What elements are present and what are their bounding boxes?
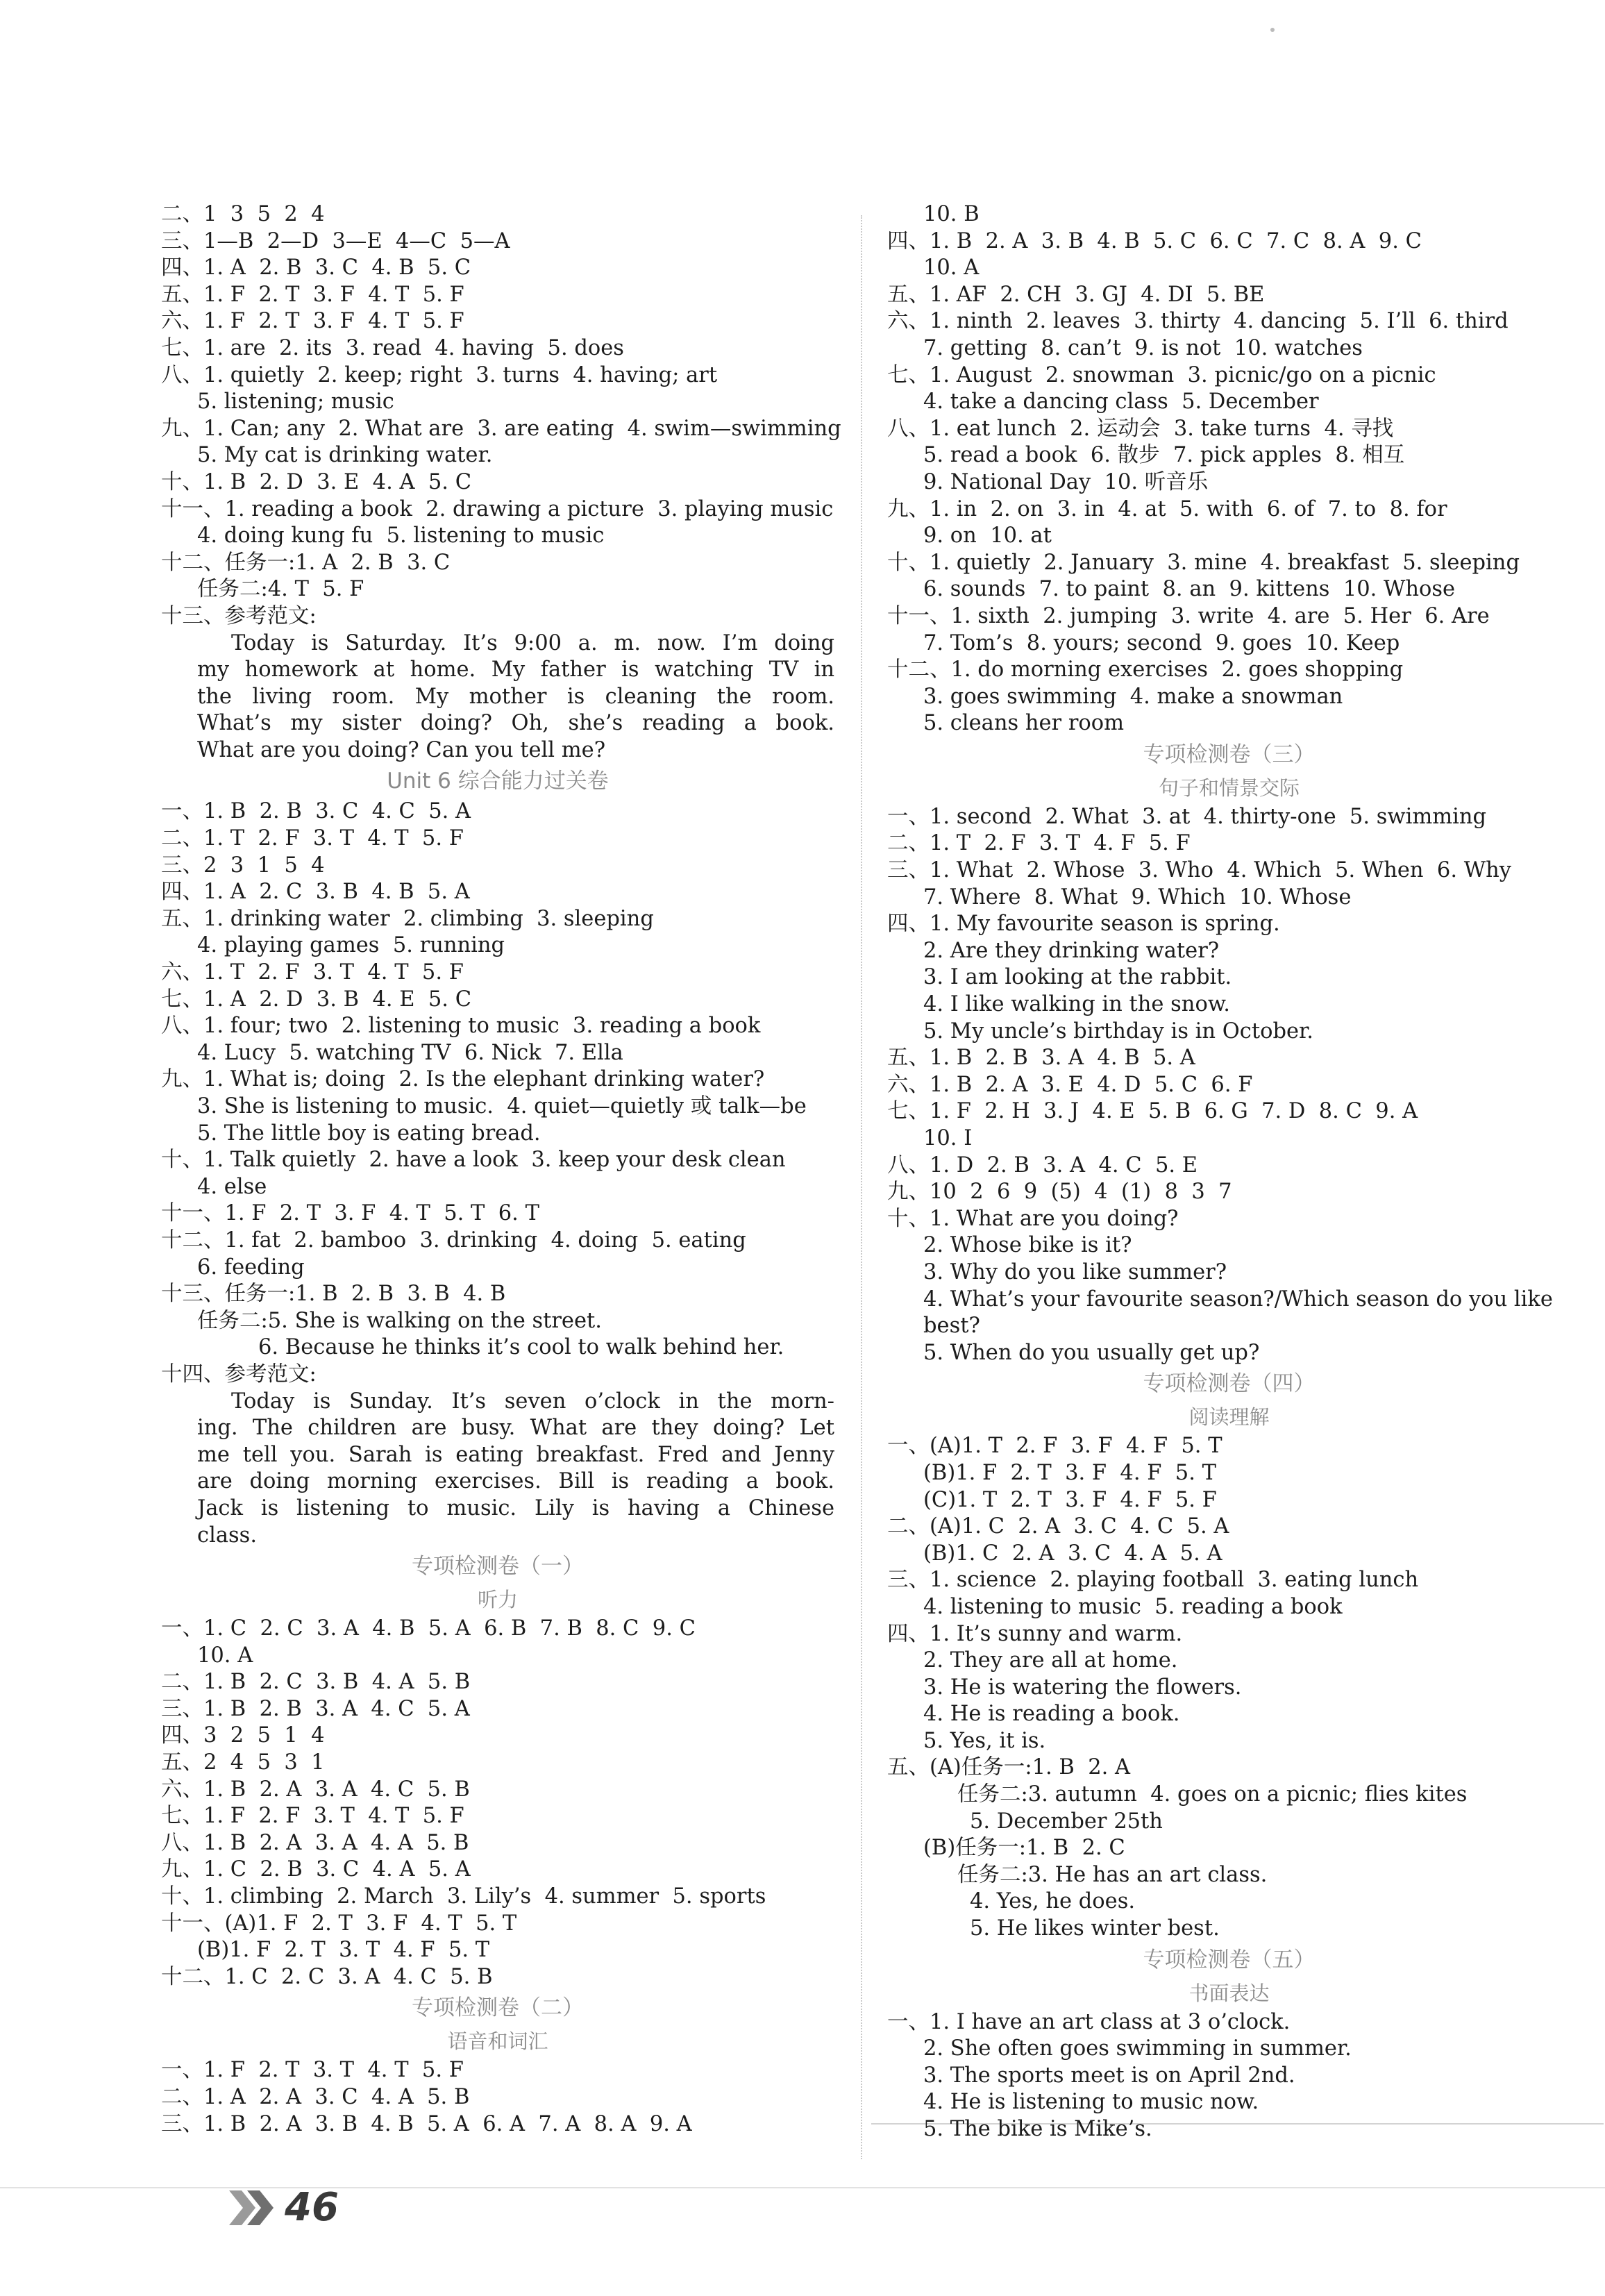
left-answer-line: 十四、参考范文: [161, 1361, 317, 1386]
left-section-subtitle: 语音和词汇 [447, 2029, 548, 2054]
right-answer-line: 5. When do you usually get up? [923, 1340, 1260, 1365]
left-answer-line: 一、1. C 2. C 3. A 4. B 5. A 6. B 7. B 8. C 9. C [161, 1616, 696, 1641]
right-answer-line: 四、1. My favourite season is spring. [887, 912, 1280, 937]
left-answer-line: 三、1. B 2. B 3. A 4. C 5. A [161, 1696, 470, 1721]
right-section-subtitle: 句子和情景交际 [1158, 776, 1300, 800]
left-answer-line: 六、1. B 2. A 3. A 4. C 5. B [161, 1777, 470, 1802]
top-speck [1270, 28, 1275, 32]
right-answer-line: 3. goes swimming 4. make a snowman [923, 684, 1343, 709]
right-answer-line: 4. What’s your favourite season?/Which season do you like [923, 1287, 1553, 1312]
left-answer-line: 四、1. A 2. B 3. C 4. B 5. C [161, 255, 471, 280]
right-answer-line: 二、(A)1. C 2. A 3. C 4. C 5. A [887, 1514, 1229, 1539]
right-answer-line: 3. The sports meet is on April 2nd. [923, 2063, 1295, 2088]
left-section-subtitle: 听力 [477, 1588, 518, 1612]
right-answer-line: 五、1. B 2. B 3. A 4. B 5. A [887, 1046, 1195, 1071]
right-answer-line: 二、1. T 2. F 3. T 4. F 5. F [887, 831, 1191, 856]
left-answer-line: 5. listening; music [197, 389, 394, 414]
left-answer-line: 十二、1. fat 2. bamboo 3. drinking 4. doing 5. eating [161, 1227, 746, 1252]
left-answer-line: 七、1. are 2. its 3. read 4. having 5. does [161, 335, 624, 360]
left-answer-line: 三、1—B 2—D 3—E 4—C 5—A [161, 228, 510, 253]
right-answer-line: 2. They are all at home. [923, 1648, 1178, 1673]
right-answer-line: 五、(A)任务一:1. B 2. A [887, 1755, 1131, 1780]
left-essay-line: are doing morning exercises. Bill is reading a book. [197, 1469, 834, 1494]
right-answer-line: 4. He is reading a book. [923, 1702, 1180, 1727]
page-number: 46 [285, 2185, 339, 2230]
left-answer-line: 六、1. T 2. F 3. T 4. T 5. F [161, 960, 464, 985]
left-answer-line: 十一、1. reading a book 2. drawing a picture 3. playing music [161, 496, 834, 521]
right-answer-line: 一、(A)1. T 2. F 3. F 4. F 5. T [887, 1434, 1222, 1459]
left-answer-line: What are you doing? Can you tell me? [197, 737, 606, 762]
left-answer-line: 十三、参考范文: [161, 603, 317, 628]
left-answer-line: 5. The little boy is eating bread. [197, 1121, 541, 1146]
right-answer-line: (B)1. C 2. A 3. C 4. A 5. A [923, 1541, 1222, 1566]
left-section-title: 专项检测卷（一） [412, 1554, 584, 1579]
right-section-subtitle: 阅读理解 [1188, 1405, 1270, 1430]
right-answer-line: 5. My uncle’s birthday is in October. [923, 1019, 1313, 1044]
left-answer-line: 十、1. Talk quietly 2. have a look 3. keep your desk clean [161, 1148, 786, 1173]
left-answer-line: 6. feeding [197, 1255, 305, 1280]
right-answer-line: 7. Where 8. What 9. Which 10. Whose [923, 885, 1352, 910]
right-answer-line: 2. Whose bike is it? [923, 1233, 1132, 1258]
left-answer-line: 任务二:4. T 5. F [197, 577, 364, 602]
right-answer-line: 三、1. science 2. playing football 3. eating lunch [887, 1568, 1419, 1593]
left-answer-line: 三、1. B 2. A 3. B 4. B 5. A 6. A 7. A 8. A 9. A [161, 2111, 692, 2136]
left-essay-line: my homework at home. My father is watching TV in [197, 657, 834, 682]
left-answer-line: 二、1. T 2. F 3. T 4. T 5. F [161, 826, 464, 851]
left-answer-line: 九、1. Can; any 2. What are 3. are eating 4. swim—swimming [161, 416, 841, 441]
left-answer-line: 6. Because he thinks it’s cool to walk behind her. [258, 1335, 784, 1360]
left-essay-line: What’s my sister doing? Oh, she’s reading a book. [197, 711, 834, 736]
left-section-title: 专项检测卷（二） [412, 1995, 584, 2021]
left-answer-line: 八、1. B 2. A 3. A 4. A 5. B [161, 1830, 469, 1855]
left-answer-line: 七、1. F 2. F 3. T 4. T 5. F [161, 1804, 464, 1829]
right-answer-line: 八、1. D 2. B 3. A 4. C 5. E [887, 1153, 1198, 1178]
right-answer-line: 五、1. AF 2. CH 3. GJ 4. DI 5. BE [887, 282, 1265, 307]
right-answer-line: 3. He is watering the flowers. [923, 1675, 1242, 1700]
right-answer-line: (B)任务一:1. B 2. C [923, 1836, 1125, 1861]
right-answer-line: 任务二:3. He has an art class. [957, 1862, 1268, 1887]
left-answer-line: 五、1. F 2. T 3. F 4. T 5. F [161, 282, 464, 307]
left-answer-line: 一、1. B 2. B 3. C 4. C 5. A [161, 799, 471, 824]
left-answer-line: class. [197, 1523, 258, 1548]
right-answer-line: 5. cleans her room [923, 711, 1125, 736]
right-answer-line: 十、1. What are you doing? [887, 1206, 1179, 1231]
right-answer-line: 4. He is listening to music now. [923, 2090, 1259, 2115]
right-answer-line: 六、1. ninth 2. leaves 3. thirty 4. dancing 5. I’ll 6. third [887, 309, 1509, 334]
left-essay-line: Today is Saturday. It’s 9:00 a. m. now. I’m doing [231, 630, 834, 655]
right-answer-line: 三、1. What 2. Whose 3. Who 4. Which 5. When 6. Why [887, 858, 1511, 883]
left-essay-line: ing. The children are busy. What are they doing? Let [197, 1416, 834, 1441]
left-answer-line: 四、1. A 2. C 3. B 4. B 5. A [161, 880, 470, 905]
right-answer-line: 一、1. I have an art class at 3 o’clock. [887, 2009, 1291, 2034]
right-answer-line: 2. Are they drinking water? [923, 938, 1220, 963]
left-answer-line: 三、2 3 1 5 4 [161, 853, 325, 878]
right-answer-line: 6. sounds 7. to paint 8. an 9. kittens 10. Whose [923, 577, 1456, 602]
left-answer-line: 4. Lucy 5. watching TV 6. Nick 7. Ella [197, 1040, 623, 1065]
right-answer-line: 4. take a dancing class 5. December [923, 389, 1319, 414]
right-answer-line: 7. Tom’s 8. yours; second 9. goes 10. Keep [923, 630, 1400, 655]
right-answer-line: 七、1. August 2. snowman 3. picnic/go on a picnic [887, 362, 1436, 387]
left-answer-line: 10. A [197, 1643, 253, 1668]
right-section-title: 专项检测卷（五） [1143, 1947, 1316, 1972]
left-answer-line: 五、2 4 5 3 1 [161, 1750, 325, 1775]
right-answer-line: 七、1. F 2. H 3. J 4. E 5. B 6. G 7. D 8. C 9. A [887, 1099, 1418, 1124]
right-answer-line: 八、1. eat lunch 2. 运动会 3. take turns 4. 寻找 [887, 416, 1394, 441]
right-answer-line: 3. I am looking at the rabbit. [923, 965, 1232, 990]
right-answer-line: 九、10 2 6 9 (5) 4 (1) 8 3 7 [887, 1180, 1232, 1205]
left-answer-line: 一、1. F 2. T 3. T 4. T 5. F [161, 2058, 464, 2083]
right-answer-line: 一、1. second 2. What 3. at 4. thirty-one 5. swimming [887, 804, 1487, 829]
right-answer-line: 十一、1. sixth 2. jumping 3. write 4. are 5. Her 6. Are [887, 603, 1490, 628]
right-answer-line: 5. read a book 6. 散步 7. pick apples 8. 相互 [923, 443, 1405, 468]
right-answer-line: (B)1. F 2. T 3. F 4. F 5. T [923, 1460, 1216, 1485]
right-section-subtitle: 书面表达 [1188, 1981, 1270, 2005]
left-answer-line: 九、1. C 2. B 3. C 4. A 5. A [161, 1857, 471, 1882]
right-answer-line: (C)1. T 2. T 3. F 4. F 5. F [923, 1487, 1217, 1512]
right-answer-line: best? [923, 1314, 980, 1339]
right-answer-line: 4. Yes, he does. [970, 1889, 1136, 1914]
right-answer-line: 10. I [923, 1126, 973, 1150]
right-answer-line: 10. A [923, 255, 980, 280]
right-answer-line: 十二、1. do morning exercises 2. goes shopping [887, 657, 1404, 682]
right-answer-line: 四、1. It’s sunny and warm. [887, 1621, 1183, 1646]
left-answer-line: 3. She is listening to music. 4. quiet—quietly 或 talk—be [197, 1094, 807, 1118]
left-answer-line: 九、1. What is; doing 2. Is the elephant drinking water? [161, 1067, 765, 1092]
left-answer-line: 五、1. drinking water 2. climbing 3. sleeping [161, 906, 654, 931]
right-answer-line: 9. on 10. at [923, 523, 1052, 548]
left-essay-line: the living room. My mother is cleaning the room. [197, 684, 834, 709]
left-answer-line: 六、1. F 2. T 3. F 4. T 5. F [161, 309, 464, 334]
left-answer-line: 十、1. B 2. D 3. E 4. A 5. C [161, 469, 472, 494]
right-answer-line: 3. Why do you like summer? [923, 1259, 1227, 1284]
right-answer-line: 10. B [923, 202, 980, 226]
right-answer-line: 2. She often goes swimming in summer. [923, 2036, 1352, 2061]
left-answer-line: 十、1. climbing 2. March 3. Lily’s 4. summer 5. sports [161, 1884, 766, 1909]
left-answer-line: 4. else [197, 1174, 267, 1199]
right-answer-line: 六、1. B 2. A 3. E 4. D 5. C 6. F [887, 1072, 1253, 1097]
left-answer-column [161, 201, 841, 2138]
left-answer-line: 七、1. A 2. D 3. B 4. E 5. C [161, 987, 472, 1012]
right-answer-line: 5. He likes winter best. [970, 1916, 1220, 1941]
left-answer-line: 二、1. A 2. A 3. C 4. A 5. B [161, 2085, 470, 2109]
right-section-title: 专项检测卷（四） [1143, 1371, 1316, 1397]
right-answer-line: 5. December 25th [970, 1809, 1163, 1834]
right-answer-line: 十、1. quietly 2. January 3. mine 4. breakfast 5. sleeping [887, 550, 1520, 575]
right-answer-line: 4. listening to music 5. reading a book [923, 1594, 1343, 1619]
right-answer-line: 5. Yes, it is. [923, 1728, 1046, 1753]
right-answer-line: 7. getting 8. can’t 9. is not 10. watches [923, 335, 1363, 360]
left-answer-line: 4. playing games 5. running [197, 933, 505, 958]
right-answer-line: 4. I like walking in the snow. [923, 992, 1230, 1017]
left-answer-line: (B)1. F 2. T 3. T 4. F 5. T [197, 1938, 490, 1963]
left-answer-line: 5. My cat is drinking water. [197, 443, 493, 468]
left-answer-line: 八、1. quietly 2. keep; right 3. turns 4. having; art [161, 362, 718, 387]
right-answer-line: 任务二:3. autumn 4. goes on a picnic; flies kites [957, 1782, 1468, 1807]
right-answer-column [887, 201, 1571, 2143]
left-answer-line: 十一、1. F 2. T 3. F 4. T 5. T 6. T [161, 1201, 539, 1226]
left-section-title: Unit 6 综合能力过关卷 [387, 769, 609, 794]
right-answer-line: 四、1. B 2. A 3. B 4. B 5. C 6. C 7. C 8. A 9. C [887, 228, 1422, 253]
right-answer-line: 九、1. in 2. on 3. in 4. at 5. with 6. of 7. to 8. for [887, 496, 1447, 521]
left-answer-line: 八、1. four; two 2. listening to music 3. reading a book [161, 1014, 761, 1039]
left-answer-line: 二、1. B 2. C 3. B 4. A 5. B [161, 1670, 471, 1695]
right-answer-line: 9. National Day 10. 听音乐 [923, 469, 1209, 494]
left-essay-line: me tell you. Sarah is eating breakfast. Fred and Jenny [197, 1442, 834, 1467]
left-essay-line: Jack is listening to music. Lily is having a Chinese [197, 1495, 834, 1520]
left-answer-line: 四、3 2 5 1 4 [161, 1723, 325, 1748]
right-section-title: 专项检测卷（三） [1143, 741, 1316, 767]
left-answer-line: 十二、任务一:1. A 2. B 3. C [161, 550, 451, 575]
left-essay-line: Today is Sunday. It’s seven o’clock in the morn- [231, 1389, 834, 1414]
chevron-right-icon [229, 2187, 278, 2229]
left-answer-line: 4. doing kung fu 5. listening to music [197, 523, 605, 548]
left-answer-line: 十二、1. C 2. C 3. A 4. C 5. B [161, 1964, 493, 1989]
left-answer-line: 十三、任务一:1. B 2. B 3. B 4. B [161, 1282, 506, 1307]
right-answer-line: 5. The bike is Mike’s. [923, 2117, 1152, 2141]
left-answer-line: 十一、(A)1. F 2. T 3. F 4. T 5. T [161, 1911, 517, 1936]
column-divider [861, 215, 862, 2159]
left-answer-line: 任务二:5. She is walking on the street. [197, 1308, 602, 1333]
left-answer-line: 二、1 3 5 2 4 [161, 202, 325, 226]
